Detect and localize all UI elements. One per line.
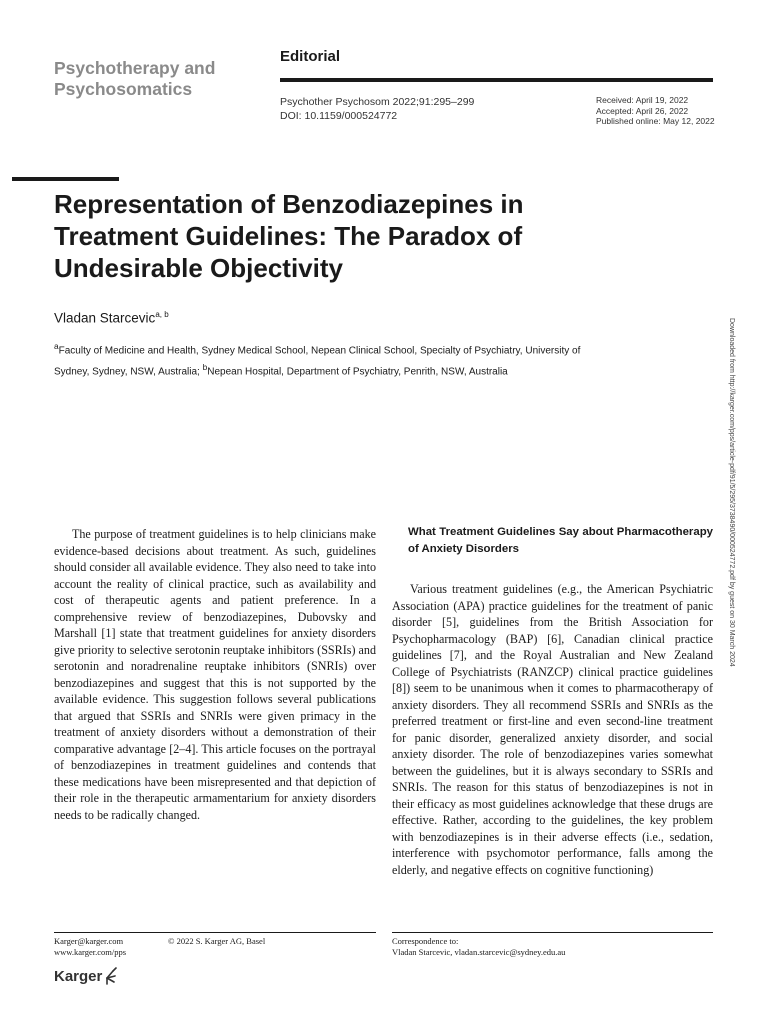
- journal-citation: Psychother Psychosom 2022;91:295–299: [280, 96, 475, 108]
- header-rule: [280, 78, 713, 82]
- affiliations: [54, 338, 614, 381]
- received-date: Received: April 19, 2022: [596, 95, 689, 105]
- correspondence-label: Correspondence to:: [392, 936, 459, 946]
- title-rule: [12, 177, 119, 181]
- karger-flame-icon: [102, 966, 122, 986]
- left-column: [54, 526, 376, 823]
- section-label: Editorial: [280, 48, 341, 65]
- publisher-email[interactable]: Karger@karger.com: [54, 936, 124, 946]
- citation-block: [280, 95, 474, 123]
- publisher-contact: [54, 936, 126, 958]
- download-notice: Downloaded from http://karger.com/pps/article-pdf/91/5/295/3738490/000524772.pdf by guest on 30 March 2024: [728, 318, 735, 667]
- article-dates: [596, 95, 715, 127]
- body-paragraph: Various treatment guidelines (e.g., the American Psychiatric Association (APA) practice guidelines for the treatment of panic disorder [5], guidelines from the British Association for Psychopharmacology (BAP) [6], Canadian clinical practice guidelines [7], and the Royal Australian and New Zealand College of Psychiatrists (RANZCP) clinical practice guidelines [8]) seem to be unanimous when it comes to pharmacotherapy of anxiety disorders. They all recommend SSRIs and SNRIs as the preferred treatment or first-line and even second-line treatment for panic disorder, generalized anxiety disorder, and social anxiety disorder. The role of benzodiazepines varies somewhat between the guidelines, but it is always secondary to SSRIs and SNRIs. The reason for this status of benzodiazepines is not in their efficacy as most guidelines acknowledge that these drugs are effective. Rather, according to the guidelines, the key problem with benzodiazepines is in their adverse effects (i.e., sedation, interference with psychomotor performance, falls among the elderly, and negative effects on cognitive functioning): [392, 582, 713, 877]
- copyright: © 2022 S. Karger AG, Basel: [168, 936, 266, 946]
- journal-name: Psychotherapy and Psychosomatics: [54, 58, 216, 99]
- affiliation-mark-b: b: [202, 362, 208, 373]
- article-title: Representation of Benzodiazepines in Treatment Guidelines: The Paradox of Undesirable Objectivity: [54, 189, 524, 283]
- right-column: [392, 524, 713, 878]
- author-name: Vladan Starcevic: [54, 310, 156, 326]
- author-line: [54, 310, 169, 326]
- author-affiliation-marks: a, b: [155, 310, 169, 319]
- intro-paragraph: The purpose of treatment guidelines is to help clinicians make evidence-based decisions about treatment. As such, guidelines should consider all available evidence. They also need to take into account the reality of clinical practice, such as availability and cost of therapeutic agents and patient preference. In a comprehensive review of benzodiazepines, Dubovsky and Marshall [1] state that treatment guidelines for anxiety disorders give priority to selective serotonin reuptake inhibitors (SSRIs) and serotonin and noradrenaline reuptake inhibitors (SNRIs) over benzodiazepines and suggest that this is not supported by the available evidence. This suggestion follows several publications that argued that SSRIs and SNRIs were given primacy in the treatment of anxiety disorders without a demonstration of their comparative advantage [2–4]. This article focuses on the portrayal of benzodiazepines in treatment guidelines and contends that these medications have been misrepresented and that depiction of their role in the therapeutic armamentarium for anxiety disorders needs to be radically changed.: [54, 527, 376, 822]
- affiliation-mark-a: a: [54, 341, 59, 351]
- publisher-logo-wordmark: Karger: [54, 967, 103, 985]
- footer-rule-right: [392, 932, 713, 933]
- affiliation-a: Faculty of Medicine and Health, Sydney Medical School, Nepean Clinical School, Specialty of Psychiatry, University of Sydney, Sydney, NSW, Australia;: [54, 345, 581, 378]
- publisher-logo: [54, 966, 122, 986]
- publisher-website[interactable]: www.karger.com/pps: [54, 947, 127, 957]
- accepted-date: Accepted: April 26, 2022: [596, 105, 689, 116]
- correspondence: [392, 936, 565, 958]
- affiliation-b: Nepean Hospital, Department of Psychiatry, Penrith, NSW, Australia: [207, 366, 508, 378]
- section-heading: What Treatment Guidelines Say about Pharmacotherapy of Anxiety Disorders: [408, 526, 713, 555]
- published-date: Published online: May 12, 2022: [596, 116, 715, 126]
- correspondence-contact[interactable]: Vladan Starcevic, vladan.starcevic@sydney.edu.au: [392, 947, 566, 957]
- footer-rule-left: [54, 932, 376, 933]
- doi[interactable]: DOI: 10.1159/000524772: [280, 110, 398, 122]
